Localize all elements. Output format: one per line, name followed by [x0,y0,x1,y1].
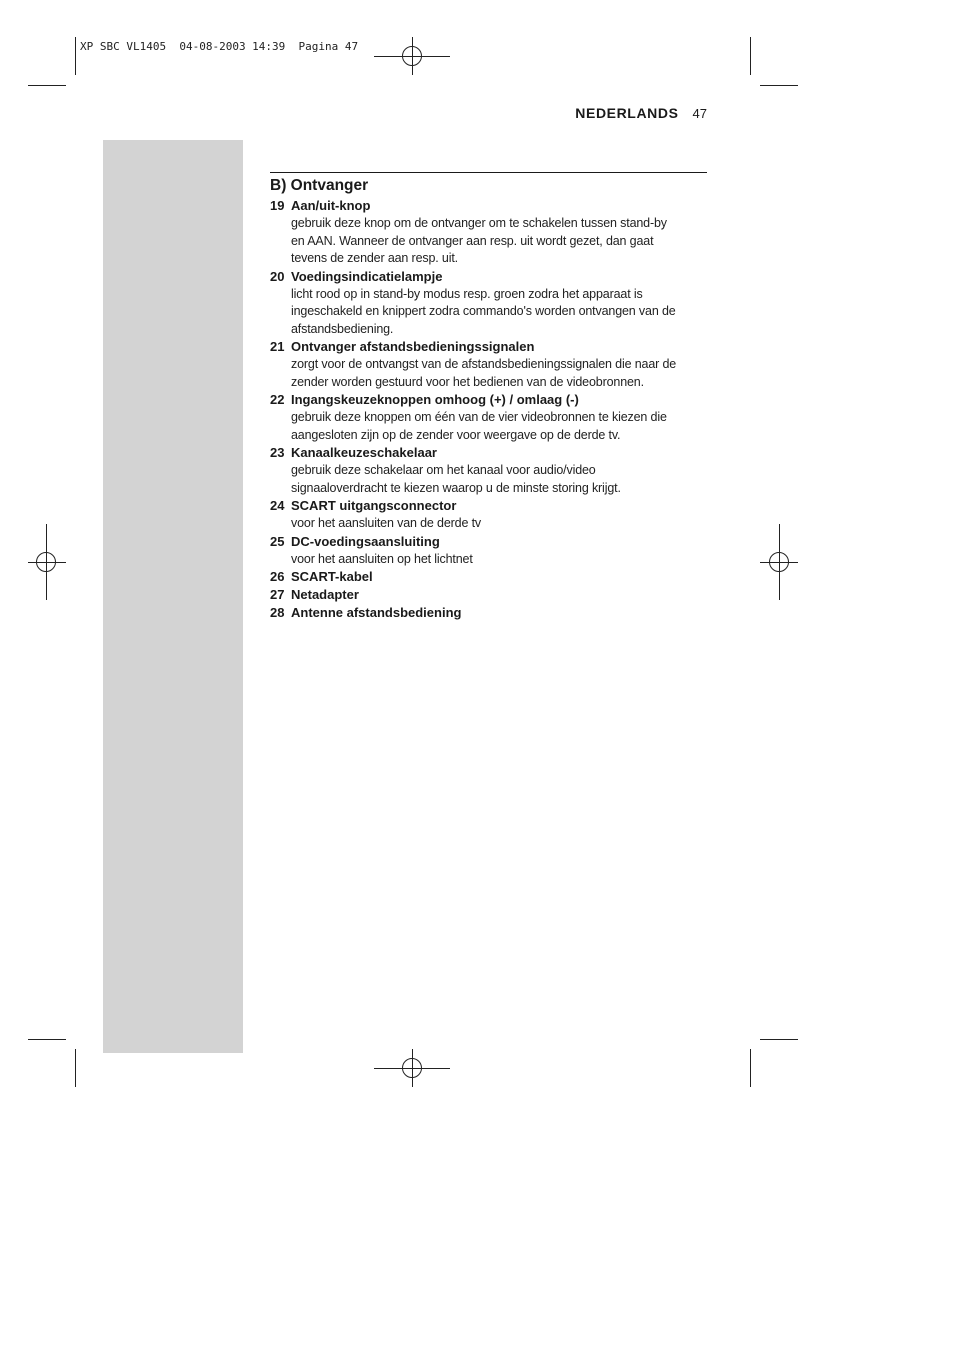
item-label: Netadapter [291,587,359,602]
item-label: Aan/uit-knop [291,198,371,213]
language-label: NEDERLANDS [575,105,679,121]
item-label: DC-voedingsaansluiting [291,533,440,549]
item-number: 23 [270,445,285,460]
item-label: Ontvanger afstandsbedieningssignalen [291,339,535,354]
section-title: B) Ontvanger [270,177,369,194]
item-number: 20 [270,268,285,284]
item-list [270,197,707,622]
item-title [270,568,707,586]
item-description-line: afstandsbediening. [291,321,394,336]
item-description-line: voor het aansluiten van de derde tv [291,516,482,530]
list-item [270,497,707,533]
item-description-line: licht rood op in stand-by modus resp. groen zodra het apparaat is [291,286,643,301]
item-description-line: voor het aansluiten op het lichtnet [291,551,473,566]
item-description-line: gebruik deze schakelaar om het kanaal voor audio/video [291,463,596,477]
item-description-line: ingeschakeld en knippert zodra commando's worden ontvangen van de [291,304,676,318]
item-number: 25 [270,533,285,549]
list-item [270,586,707,604]
item-description-line: aangesloten zijn op de zender voor weergave op de derde tv. [291,427,621,442]
item-title [270,197,707,215]
item-number: 21 [270,339,285,354]
item-label: Voedingsindicatielampje [291,268,443,284]
item-number: 26 [270,569,285,584]
item-number: 19 [270,198,285,213]
item-description-line: gebruik deze knoppen om één van de vier videobronnen te kiezen die [291,410,667,424]
item-description-line: signaaloverdracht te kiezen waarop u de minste storing krijgt. [291,480,621,495]
item-description-line: zender worden gestuurd voor het bedienen van de videobronnen. [291,374,644,389]
crop-mark [75,37,76,75]
list-item [270,444,707,497]
crop-mark [750,1049,751,1087]
item-title [270,391,707,409]
crop-mark [75,1049,76,1087]
item-label: Antenne afstandsbediening [291,605,462,620]
print-slug: XP SBC VL1405 04-08-2003 14:39 Pagina 47 [80,40,359,53]
crop-mark [28,1039,66,1040]
item-title [270,533,707,551]
crop-mark [760,1039,798,1040]
crop-mark [28,85,66,86]
item-label: SCART uitgangsconnector [291,498,457,513]
item-label: SCART-kabel [291,569,373,584]
item-number: 24 [270,498,285,513]
list-item [270,197,707,268]
item-description-line: gebruik deze knop om de ontvanger om te schakelen tussen stand-by [291,216,667,230]
item-description-line: tevens de zender aan resp. uit. [291,251,458,265]
item-description-line: zorgt voor de ontvangst van de afstandsbedieningssignalen die naar de [291,357,677,371]
side-band [103,140,243,1053]
item-number: 22 [270,392,285,407]
item-label: Kanaalkeuzeschakelaar [291,445,437,460]
item-description-line: en AAN. Wanneer de ontvanger aan resp. uit wordt gezet, dan gaat [291,233,654,248]
list-item [270,338,707,391]
item-title [270,444,707,462]
item-number: 27 [270,587,285,602]
section-content [270,172,707,622]
item-number: 28 [270,605,285,620]
list-item [270,533,707,569]
page-header [575,105,707,121]
list-item [270,268,707,339]
item-title [270,604,707,622]
crop-mark [750,37,751,75]
item-title [270,497,707,515]
item-title [270,586,707,604]
item-title [270,268,707,286]
list-item [270,604,707,622]
crop-mark [760,85,798,86]
item-title [270,338,707,356]
item-label: Ingangskeuzeknoppen omhoog (+) / omlaag (-) [291,392,579,407]
list-item [270,568,707,586]
page-number: 47 [692,106,707,121]
list-item [270,391,707,444]
